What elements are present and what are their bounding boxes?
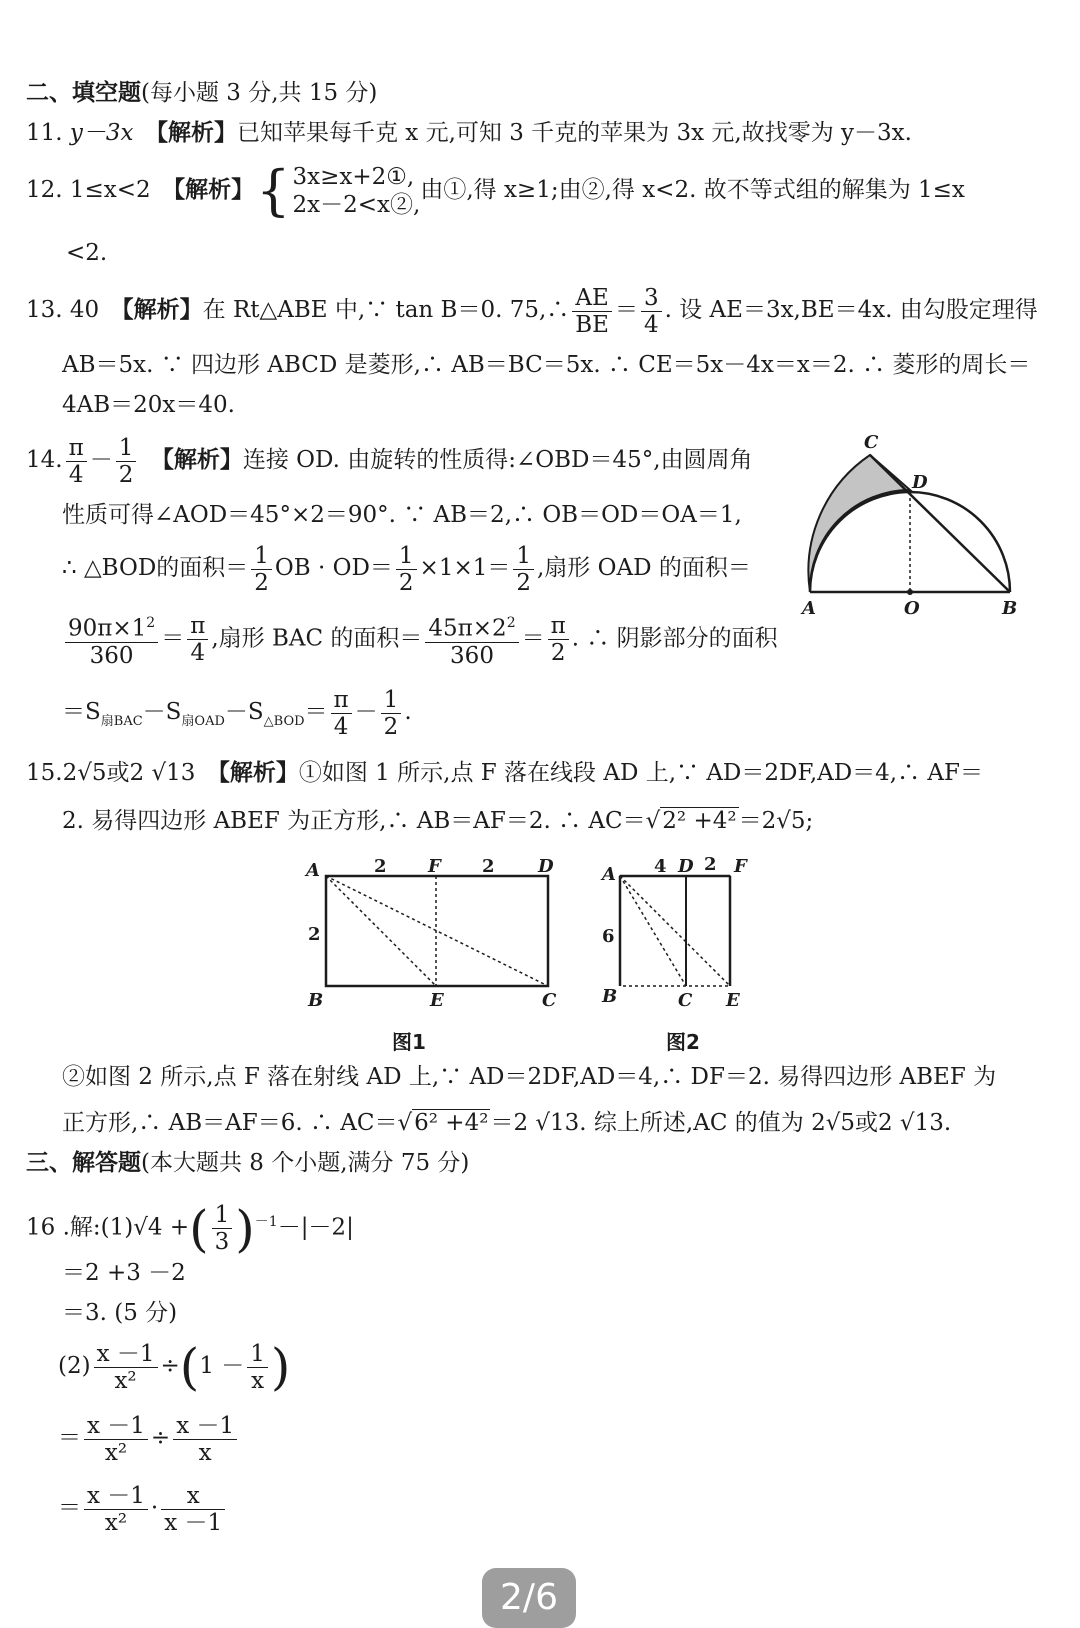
fig2-label-c: C — [678, 990, 693, 1011]
section-2-heading: 二、填空题(每小题 3 分,共 15 分) — [26, 80, 378, 106]
q13: 13. 40 【解析】在 Rt△ABE 中,∵ tan B＝0. 75,∴ $\frac{AE}{BE}$ ＝ $\frac{3}{4}$ . 设 AE＝3x,BE＝4x. 由勾股定理得 — [26, 284, 1038, 338]
q16: 16 .解:(1)√4 +( $\frac{1}{3}$ )$^{-1}$－|－2| — [26, 1199, 354, 1258]
fig2-label-d: D — [678, 856, 694, 877]
q14-line3: ∴ △BOD的面积＝ $\frac{1}{2}$ OB · OD＝ $\frac{1}{2}$ ×1×1＝ $\frac{1}{2}$ ,扇形 OAD 的面积＝ — [62, 542, 751, 596]
fig2-label-4: 4 — [654, 856, 667, 877]
fig2-label-f: F — [734, 856, 747, 877]
fig2-label-b: B — [602, 986, 618, 1007]
q15-line4: 正方形,∴ AB＝AF＝6. ∴ AC＝√6² +4²＝2 √13. 综上所述,AC 的值为 2√5或2 √13. — [62, 1110, 952, 1136]
q12-cont: <2. — [66, 240, 108, 266]
page-indicator: 2/6 — [482, 1568, 576, 1628]
fig1-label-d: D — [538, 856, 554, 877]
label-c: C — [864, 432, 879, 453]
center-o-dot — [907, 589, 913, 595]
q16-line4: (2) $\frac{x -1}{\text{x²}}$ ÷(1 － $\frac{1}{x}$ ) — [58, 1338, 291, 1396]
label-b: B — [1002, 598, 1018, 619]
q13-line2: AB＝5x. ∵ 四边形 ABCD 是菱形,∴ AB＝BC＝5x. ∴ CE＝5x－4x＝x＝2. ∴ 菱形的周长＝ — [62, 352, 1031, 378]
section-3-heading: 三、解答题(本大题共 8 个小题,满分 75 分) — [26, 1150, 470, 1176]
fig2-label-6: 6 — [602, 926, 615, 947]
label-a: A — [802, 598, 816, 619]
label-o: O — [904, 598, 920, 619]
q14-figure — [800, 430, 1040, 630]
q14: 14. $\frac{\pi}{4}$ － $\frac{1}{2}$ 【解析】连接 OD. 由旋转的性质得:∠OBD＝45°,由圆周角 — [26, 434, 753, 488]
figure-2-caption: 图2 — [666, 1030, 700, 1054]
q14-line2: 性质可得∠AOD＝45°×2＝90°. ∵ AB＝2,∴ OB＝OD＝OA＝1, — [62, 502, 742, 528]
q15-line2: 2. 易得四边形 ABEF 为正方形,∴ AB＝AF＝2. ∴ AC＝√2² +4²＝2√5; — [62, 808, 814, 834]
fig1-label-2-top: 2 — [374, 856, 387, 877]
fig2-label-2: 2 — [704, 854, 717, 875]
fig2-label-e: E — [726, 990, 740, 1011]
q11: 11. y－3x 【解析】已知苹果每千克 x 元,可知 3 千克的苹果为 3x 元,故找零为 y－3x. — [26, 120, 912, 146]
segment-cb — [870, 455, 1010, 592]
fig1-ac — [326, 876, 548, 986]
q16-line5: ＝ $\frac{x -1}{\text{x²}}$ ÷ $\frac{x -1}{x}$ — [58, 1410, 240, 1466]
fig1-label-e: E — [430, 990, 444, 1011]
fig1-label-a: A — [306, 860, 320, 881]
fig2-label-a: A — [602, 864, 616, 885]
fig1-label-2-side: 2 — [308, 924, 321, 945]
fig1-label-f: F — [428, 856, 441, 877]
q14-line5: $=S_{扇BAC}-S_{扇OAD}-S_{\triangle BOD}=$ $\frac{\pi}{4}$ － $\frac{1}{2}$ . — [62, 686, 412, 740]
fig1-label-b: B — [308, 990, 324, 1011]
fig1-label-c: C — [542, 990, 557, 1011]
fig2-ae — [620, 876, 730, 986]
fig1-label-2-top2: 2 — [482, 856, 495, 877]
q15-line3: ②如图 2 所示,点 F 落在射线 AD 上,∵ AD＝2DF,AD＝4,∴ DF＝2. 易得四边形 ABEF 为 — [62, 1064, 997, 1090]
q15: 15.2√5或2 √13 【解析】①如图 1 所示,点 F 落在线段 AD 上,∵ AD＝2DF,AD＝4,∴ AF＝ — [26, 760, 984, 786]
q16-line2: ＝2 +3 －2 — [62, 1260, 186, 1286]
fig1-ae — [326, 876, 436, 986]
q14-line4: $\frac{90\pi\times 1^2}{360}$ ＝ $\frac{\pi}{4}$ ,扇形 BAC 的面积＝ $\frac{45\pi\times 2^2}{360}$ ＝ $\frac{\pi}{2}$ . ∴ 阴影部分的面积 — [62, 610, 778, 669]
figure-1 — [300, 850, 570, 1020]
label-d: D — [912, 472, 928, 493]
fig2-ac — [620, 876, 686, 986]
q16-line3: ＝3. (5 分) — [62, 1300, 178, 1326]
figure-1-caption: 图1 — [392, 1030, 426, 1054]
q12: 12. 1≤x<2 【解析】{ 3x≥x+2①, 2x－2<x②, 由①,得 x≥1;由②,得 x<2. 故不等式组的解集为 1≤x — [26, 159, 965, 222]
q16-line6: ＝ $\frac{x -1}{\text{x²}}$ · $\frac{x}{x -1}$ — [58, 1480, 228, 1536]
q13-line3: 4AB＝20x＝40. — [62, 392, 235, 418]
figure-2 — [598, 850, 758, 1020]
shaded-region — [808, 455, 910, 592]
